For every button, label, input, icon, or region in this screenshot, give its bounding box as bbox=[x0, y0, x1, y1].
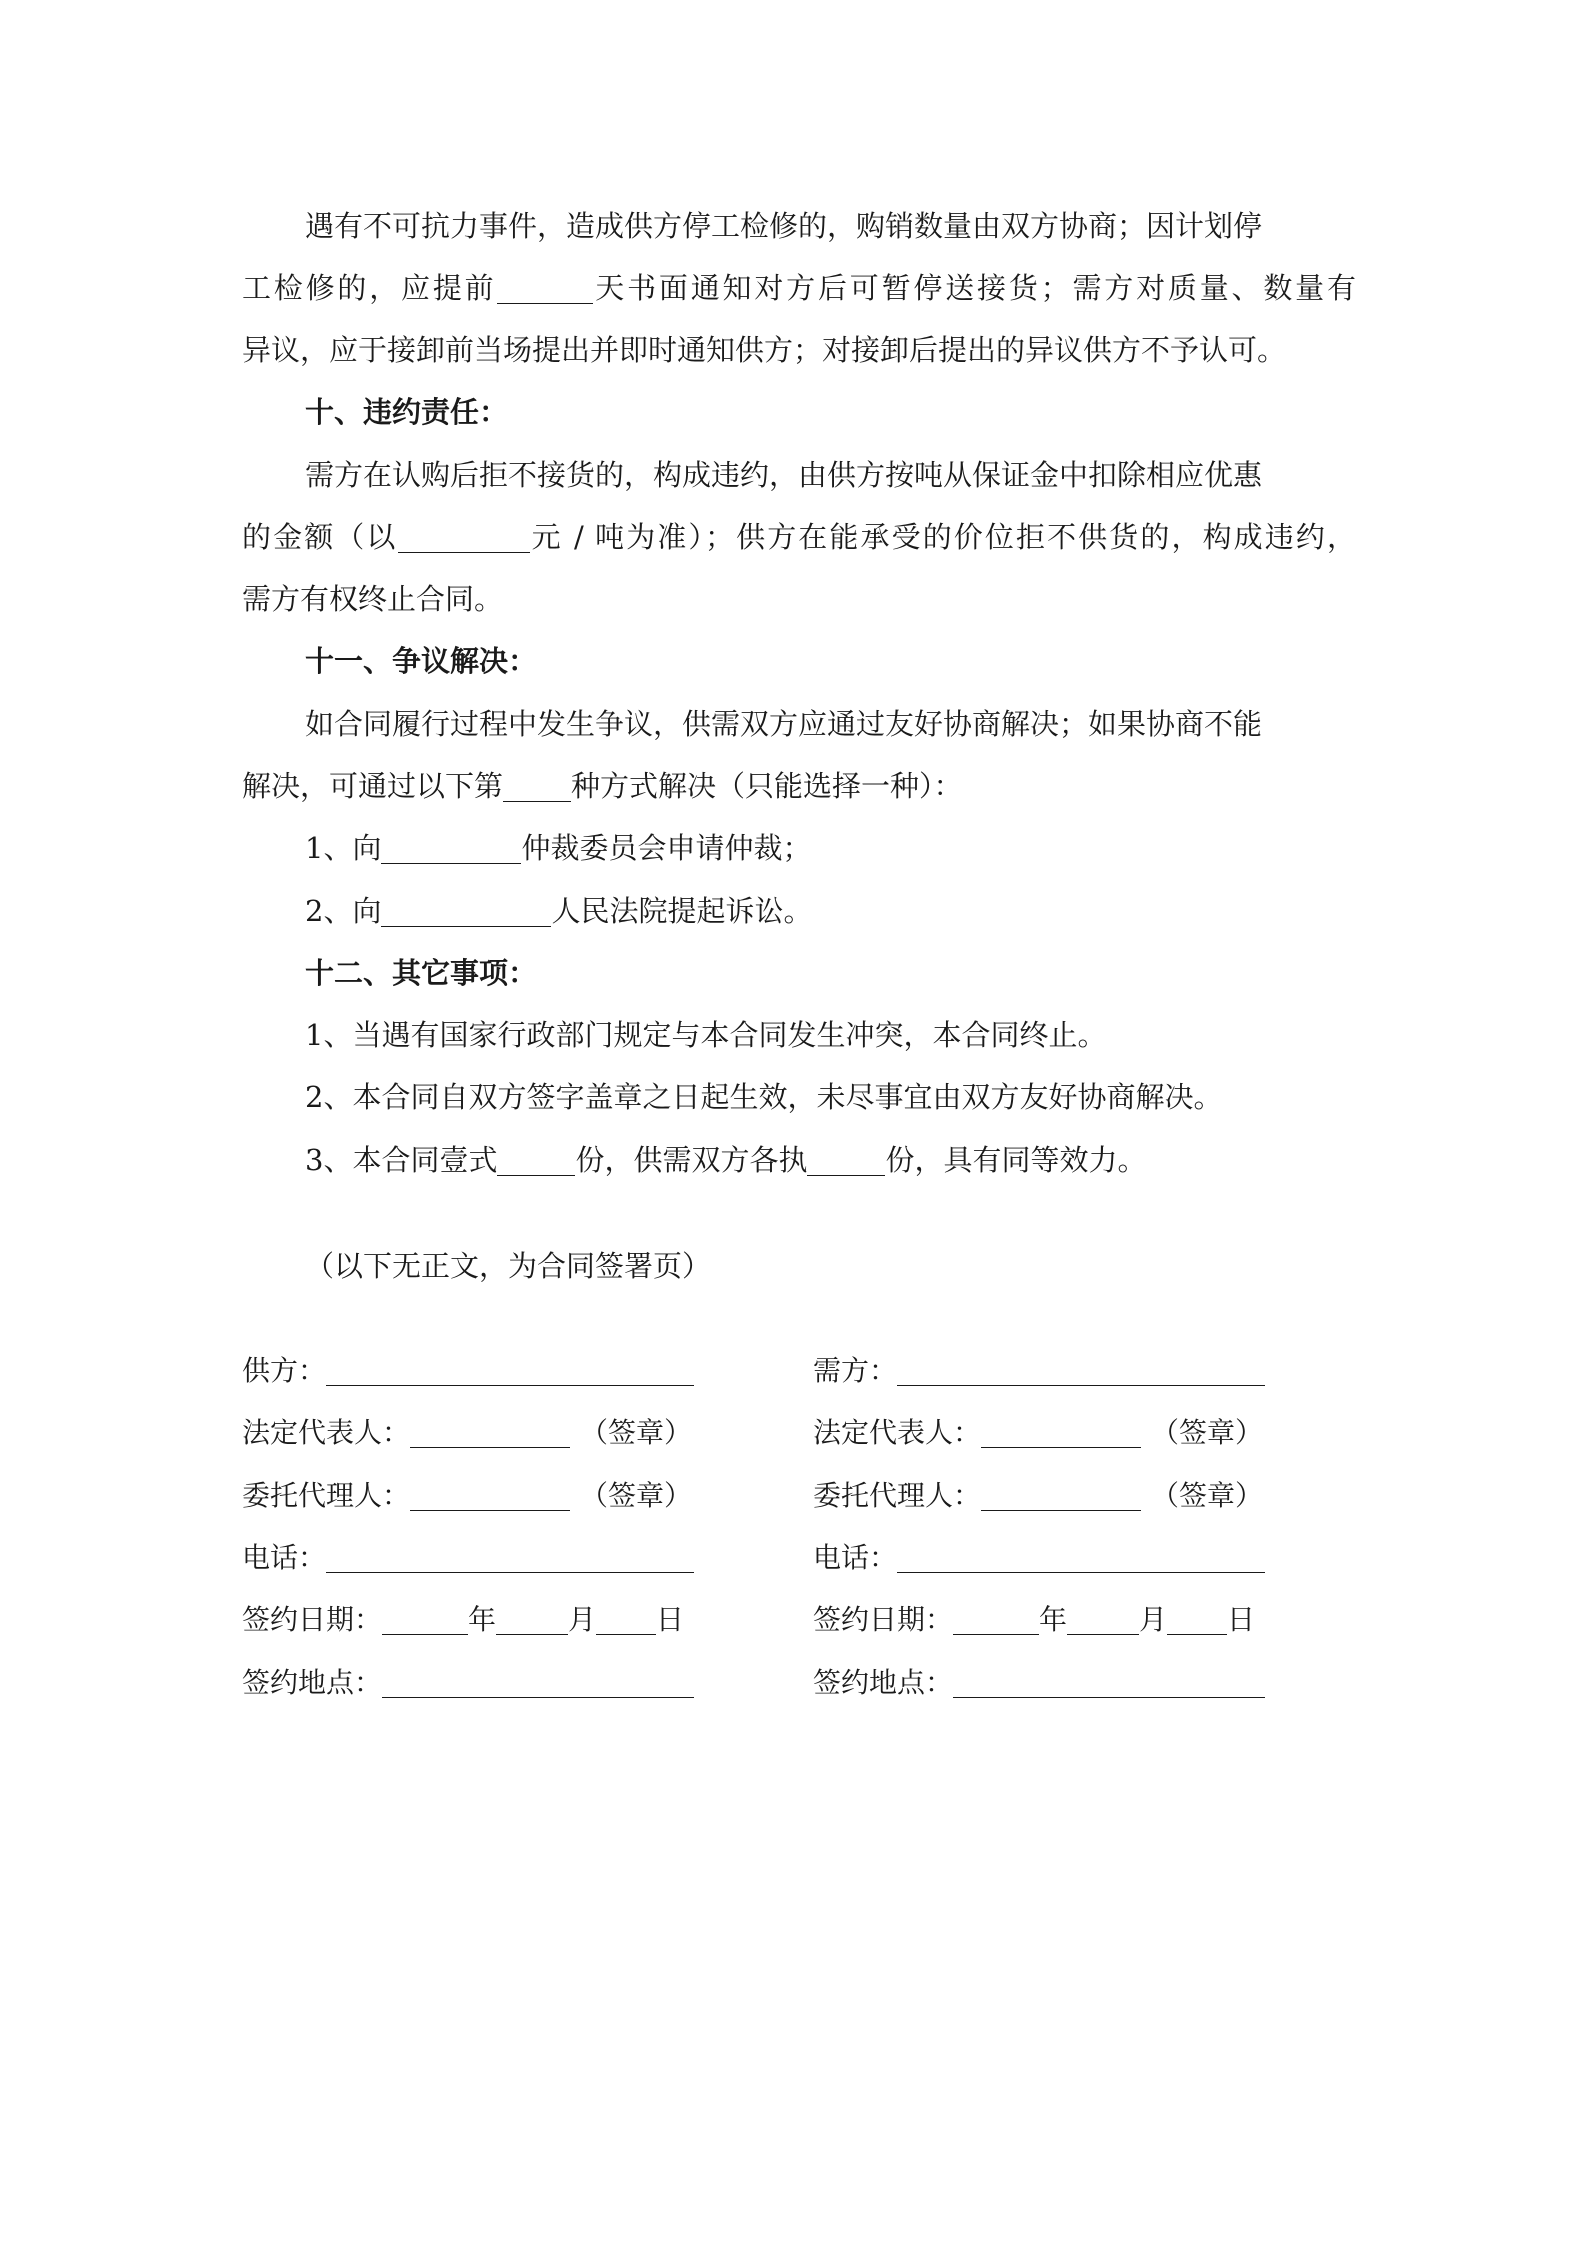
supplier-date-row bbox=[242, 1600, 684, 1640]
supplier-day-label: 日 bbox=[656, 1603, 685, 1636]
clause9-line2 bbox=[242, 268, 1356, 308]
signature-page-note bbox=[305, 1246, 711, 1286]
supplier-place-blank bbox=[382, 1667, 694, 1698]
clause10-line3 bbox=[242, 579, 503, 619]
clause10-line1-text: 需方在认购后拒不接货的，构成违约，由供方按吨从保证金中扣除相应优惠 bbox=[305, 458, 1263, 492]
arbitration-option-end: 仲裁委员会申请仲裁； bbox=[521, 831, 812, 865]
supplier-agent-row bbox=[242, 1476, 692, 1516]
clause10-line1 bbox=[305, 455, 1262, 495]
clause12-item3-end: 份，具有同等效力。 bbox=[885, 1143, 1147, 1177]
clause11-line2-start: 解决，可通过以下第 bbox=[242, 769, 504, 803]
buyer-day-blank bbox=[1167, 1604, 1227, 1635]
buyer-agent-blank bbox=[981, 1480, 1141, 1511]
supplier-date-label: 签约日期： bbox=[242, 1603, 383, 1636]
buyer-place-label: 签约地点： bbox=[813, 1666, 954, 1699]
notice-days-blank bbox=[497, 273, 593, 304]
supplier-blank bbox=[326, 1355, 694, 1386]
supplier-row bbox=[242, 1351, 694, 1391]
clause12-item2-text: 2、本合同自双方签字盖章之日起生效，未尽事宜由双方友好协商解决。 bbox=[305, 1080, 1223, 1114]
buyer-legal-rep-blank bbox=[981, 1417, 1141, 1448]
clause10-line2-end: 元 / 吨为准）；供方在能承受的价位拒不供货的，构成违约， bbox=[529, 520, 1356, 554]
signature-page-note-text: （以下无正文，为合同签署页） bbox=[305, 1249, 712, 1283]
supplier-phone-label: 电话： bbox=[242, 1541, 327, 1574]
buyer-month-label: 月 bbox=[1139, 1603, 1168, 1636]
clause12-item1 bbox=[305, 1015, 1106, 1055]
litigation-option-end: 人民法院提起诉讼。 bbox=[551, 894, 813, 928]
supplier-place-label: 签约地点： bbox=[242, 1666, 383, 1699]
buyer-blank bbox=[897, 1355, 1265, 1386]
buyer-agent-seal: （签章） bbox=[1151, 1479, 1264, 1512]
copies-total-blank bbox=[497, 1145, 575, 1176]
supplier-legal-rep-seal: （签章） bbox=[580, 1416, 693, 1449]
buyer-place-row bbox=[813, 1663, 1265, 1703]
arbitration-option-start: 1、向 bbox=[305, 831, 382, 865]
buyer-legal-rep-seal: （签章） bbox=[1151, 1416, 1264, 1449]
buyer-phone-label: 电话： bbox=[813, 1541, 898, 1574]
buyer-phone-row bbox=[813, 1538, 1265, 1578]
supplier-place-row bbox=[242, 1663, 694, 1703]
clause9-line2-start: 工检修的，应提前 bbox=[242, 271, 497, 305]
buyer-legal-rep-row bbox=[813, 1413, 1263, 1453]
supplier-agent-seal: （签章） bbox=[580, 1479, 693, 1512]
buyer-date-row bbox=[813, 1600, 1255, 1640]
supplier-legal-rep-blank bbox=[410, 1417, 570, 1448]
supplier-legal-rep-row bbox=[242, 1413, 692, 1453]
clause12-item3-start: 3、本合同壹式 bbox=[305, 1143, 498, 1177]
supplier-legal-rep-label: 法定代表人： bbox=[242, 1416, 411, 1449]
clause11-line1 bbox=[305, 704, 1262, 744]
buyer-legal-rep-label: 法定代表人： bbox=[813, 1416, 982, 1449]
clause11-line1-text: 如合同履行过程中发生争议，供需双方应通过友好协商解决；如果协商不能 bbox=[305, 707, 1263, 741]
clause11-line2 bbox=[242, 766, 963, 806]
litigation-option bbox=[305, 891, 812, 931]
buyer-row bbox=[813, 1351, 1265, 1391]
resolution-method-blank bbox=[503, 771, 571, 802]
deduction-amount-blank bbox=[398, 522, 530, 553]
buyer-month-blank bbox=[1067, 1604, 1139, 1635]
buyer-year-blank bbox=[953, 1604, 1039, 1635]
clause10-line2 bbox=[242, 517, 1356, 557]
buyer-year-label: 年 bbox=[1039, 1603, 1068, 1636]
arbitration-option bbox=[305, 828, 811, 868]
buyer-label: 需方： bbox=[813, 1354, 898, 1387]
litigation-option-start: 2、向 bbox=[305, 894, 382, 928]
clause12-item1-text: 1、当遇有国家行政部门规定与本合同发生冲突，本合同终止。 bbox=[305, 1018, 1107, 1052]
clause10-line3-text: 需方有权终止合同。 bbox=[242, 582, 504, 616]
supplier-label: 供方： bbox=[242, 1354, 327, 1387]
buyer-phone-blank bbox=[897, 1542, 1265, 1573]
clause9-line3-text: 异议，应于接卸前当场提出并即时通知供方；对接卸后提出的异议供方不予认可。 bbox=[242, 333, 1287, 367]
copies-each-blank bbox=[807, 1145, 885, 1176]
clause12-item2 bbox=[305, 1077, 1222, 1117]
buyer-place-blank bbox=[953, 1667, 1265, 1698]
supplier-year-label: 年 bbox=[468, 1603, 497, 1636]
buyer-day-label: 日 bbox=[1227, 1603, 1256, 1636]
clause11-heading-text: 十一、争议解决： bbox=[305, 644, 538, 678]
buyer-date-label: 签约日期： bbox=[813, 1603, 954, 1636]
supplier-month-label: 月 bbox=[568, 1603, 597, 1636]
clause12-heading bbox=[305, 953, 537, 993]
buyer-agent-label: 委托代理人： bbox=[813, 1479, 982, 1512]
clause11-line2-end: 种方式解决（只能选择一种）： bbox=[571, 769, 963, 803]
clause10-line2-start: 的金额（以 bbox=[242, 520, 398, 554]
clause9-line1-text: 遇有不可抗力事件，造成供方停工检修的，购销数量由双方协商；因计划停 bbox=[305, 209, 1263, 243]
supplier-month-blank bbox=[496, 1604, 568, 1635]
clause9-line1 bbox=[305, 206, 1262, 246]
clause12-heading-text: 十二、其它事项： bbox=[305, 956, 538, 990]
supplier-agent-label: 委托代理人： bbox=[242, 1479, 411, 1512]
court-name-blank bbox=[381, 896, 551, 927]
supplier-phone-row bbox=[242, 1538, 694, 1578]
supplier-agent-blank bbox=[410, 1480, 570, 1511]
clause12-item3-mid: 份，供需双方各执 bbox=[575, 1143, 808, 1177]
clause12-item3 bbox=[305, 1140, 1146, 1180]
supplier-day-blank bbox=[596, 1604, 656, 1635]
buyer-agent-row bbox=[813, 1476, 1263, 1516]
clause11-heading bbox=[305, 641, 537, 681]
supplier-year-blank bbox=[382, 1604, 468, 1635]
clause10-heading bbox=[305, 392, 508, 432]
clause9-line3 bbox=[242, 330, 1286, 370]
arbitration-committee-blank bbox=[381, 833, 521, 864]
supplier-phone-blank bbox=[326, 1542, 694, 1573]
clause9-line2-end: 天书面通知对方后可暂停送接货；需方对质量、数量有 bbox=[592, 271, 1356, 305]
clause10-heading-text: 十、违约责任： bbox=[305, 395, 509, 429]
